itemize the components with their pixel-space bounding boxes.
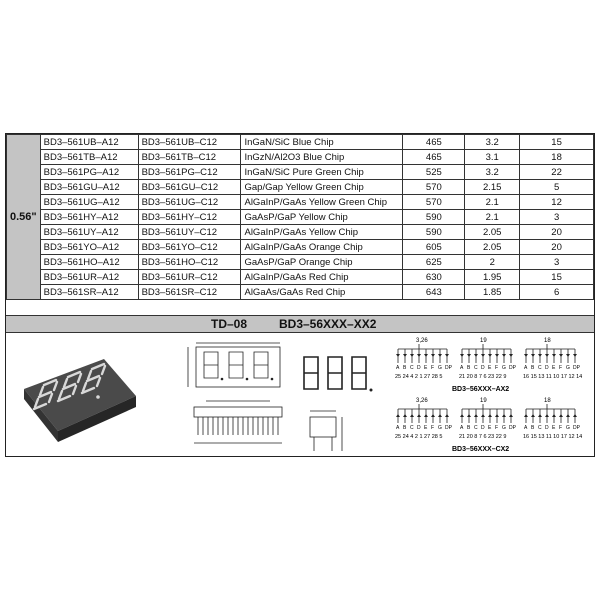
front-view-drawing bbox=[178, 339, 298, 451]
segment-letter: E bbox=[424, 425, 428, 431]
part-anode-cell: BD3–561HO–A12 bbox=[40, 255, 138, 270]
segment-letter: B bbox=[531, 425, 535, 431]
digit-pin-group bbox=[523, 338, 582, 380]
display-photo bbox=[14, 341, 144, 451]
wavelength-cell: 465 bbox=[403, 150, 465, 165]
segment-letter: E bbox=[552, 365, 556, 371]
part-cathode-cell: BD3–561YO–C12 bbox=[138, 240, 241, 255]
part-cathode-cell: BD3–561GU–C12 bbox=[138, 180, 241, 195]
chip-cell: AlGaInP/GaAs Yellow Chip bbox=[241, 225, 403, 240]
common-pin-label: 3,26 bbox=[416, 398, 428, 404]
spec-table bbox=[6, 134, 594, 300]
segment-letter: C bbox=[410, 425, 414, 431]
segment-letter: C bbox=[474, 425, 478, 431]
forward-voltage-cell: 3.2 bbox=[465, 165, 520, 180]
segment-letter: F bbox=[431, 425, 435, 431]
segment-letter: D bbox=[417, 425, 421, 431]
pin-diagram-label: BD3–56XXX–AX2 bbox=[452, 386, 510, 393]
segment-letter: B bbox=[403, 365, 407, 371]
intensity-cell: 20 bbox=[520, 225, 594, 240]
forward-voltage-cell: 1.85 bbox=[465, 285, 520, 300]
part-anode-cell: BD3–561UB–A12 bbox=[40, 135, 138, 150]
segment-letter: F bbox=[495, 365, 499, 371]
wavelength-cell: 590 bbox=[403, 210, 465, 225]
part-anode-cell: BD3–561GU–A12 bbox=[40, 180, 138, 195]
chip-cell: AlGaAs/GaAs Red Chip bbox=[241, 285, 403, 300]
segment-letter: F bbox=[495, 425, 499, 431]
segment-letter: G bbox=[438, 425, 442, 431]
wavelength-cell: 525 bbox=[403, 165, 465, 180]
segment-letter: G bbox=[502, 425, 506, 431]
chip-cell: AlGaInP/GaAs Red Chip bbox=[241, 270, 403, 285]
series-code: BD3–56XXX–XX2 bbox=[279, 317, 377, 331]
segment-letter: DP bbox=[573, 365, 580, 371]
pin-numbers: 25 24 4 2 1 27 28 5 bbox=[395, 434, 443, 440]
segment-letter: A bbox=[524, 425, 528, 431]
part-cathode-cell: BD3–561HO–C12 bbox=[138, 255, 241, 270]
part-cathode-cell: BD3–561SR–C12 bbox=[138, 285, 241, 300]
table-row bbox=[7, 180, 594, 195]
pin-numbers: 21 20 8 7 6 23 22 9 bbox=[459, 374, 507, 380]
segment-letter: DP bbox=[445, 365, 452, 371]
common-pin-label: 18 bbox=[544, 338, 551, 344]
forward-voltage-cell: 3.1 bbox=[465, 150, 520, 165]
chip-cell: GaAsP/GaP Orange Chip bbox=[241, 255, 403, 270]
part-anode-cell: BD3–561HY–A12 bbox=[40, 210, 138, 225]
forward-voltage-cell: 2.15 bbox=[465, 180, 520, 195]
digit-pin-group bbox=[459, 338, 517, 380]
wavelength-cell: 590 bbox=[403, 225, 465, 240]
segment-letter: D bbox=[545, 365, 549, 371]
part-anode-cell: BD3–561PG–A12 bbox=[40, 165, 138, 180]
segment-letter: A bbox=[460, 365, 464, 371]
chip-cell: GaAsP/GaP Yellow Chip bbox=[241, 210, 403, 225]
segment-letter: A bbox=[396, 365, 400, 371]
pin-diagram bbox=[390, 335, 590, 395]
size-label: 0.56" bbox=[7, 135, 41, 300]
segment-letter: C bbox=[410, 365, 414, 371]
segment-letter: G bbox=[502, 365, 506, 371]
segment-letter: A bbox=[396, 425, 400, 431]
table-row bbox=[7, 270, 594, 285]
chip-cell: InGaN/SiC Blue Chip bbox=[241, 135, 403, 150]
forward-voltage-cell: 2 bbox=[465, 255, 520, 270]
segment-letter: DP bbox=[445, 425, 452, 431]
wavelength-cell: 630 bbox=[403, 270, 465, 285]
forward-voltage-cell: 1.95 bbox=[465, 270, 520, 285]
segment-letter: G bbox=[566, 425, 570, 431]
segment-letter: D bbox=[481, 365, 485, 371]
segment-letter: B bbox=[467, 425, 471, 431]
wavelength-cell: 643 bbox=[403, 285, 465, 300]
spec-sheet bbox=[5, 133, 595, 457]
pin-diagram-label: BD3–56XXX–CX2 bbox=[452, 446, 510, 453]
part-cathode-cell: BD3–561TB–C12 bbox=[138, 150, 241, 165]
forward-voltage-cell: 2.1 bbox=[465, 195, 520, 210]
segment-letter: F bbox=[431, 365, 435, 371]
digit-pin-group bbox=[395, 338, 453, 380]
forward-voltage-cell: 2.05 bbox=[465, 240, 520, 255]
pin-numbers: 16 15 13 11 10 17 12 14 bbox=[523, 434, 583, 440]
part-cathode-cell: BD3–561UY–C12 bbox=[138, 225, 241, 240]
part-anode-cell: BD3–561UG–A12 bbox=[40, 195, 138, 210]
table-row bbox=[7, 255, 594, 270]
pin-numbers: 16 15 13 11 10 17 12 14 bbox=[523, 374, 583, 380]
wavelength-cell: 570 bbox=[403, 180, 465, 195]
chip-cell: Gap/Gap Yellow Green Chip bbox=[241, 180, 403, 195]
chip-cell: InGzN/Al2O3 Blue Chip bbox=[241, 150, 403, 165]
part-anode-cell: BD3–561UY–A12 bbox=[40, 225, 138, 240]
wavelength-cell: 465 bbox=[403, 135, 465, 150]
intensity-cell: 5 bbox=[520, 180, 594, 195]
segment-letter: B bbox=[531, 365, 535, 371]
pin-numbers: 25 24 4 2 1 27 28 5 bbox=[395, 374, 443, 380]
segment-letter: C bbox=[474, 365, 478, 371]
intensity-cell: 22 bbox=[520, 165, 594, 180]
table-row bbox=[7, 240, 594, 255]
segment-letter: F bbox=[559, 365, 563, 371]
part-anode-cell: BD3–561SR–A12 bbox=[40, 285, 138, 300]
table-row bbox=[7, 210, 594, 225]
segment-letter: C bbox=[538, 365, 542, 371]
segment-letter: E bbox=[488, 365, 492, 371]
chip-cell: AlGaInP/GaAs Orange Chip bbox=[241, 240, 403, 255]
part-cathode-cell: BD3–561UG–C12 bbox=[138, 195, 241, 210]
intensity-cell: 3 bbox=[520, 255, 594, 270]
side-view-drawing bbox=[296, 407, 356, 467]
segment-letter: G bbox=[438, 365, 442, 371]
segment-letter: E bbox=[424, 365, 428, 371]
segment-letter: B bbox=[467, 365, 471, 371]
drawings-area bbox=[6, 333, 594, 456]
wavelength-cell: 625 bbox=[403, 255, 465, 270]
common-pin-label: 3,26 bbox=[416, 338, 428, 344]
intensity-cell: 20 bbox=[520, 240, 594, 255]
segment-letter: A bbox=[524, 365, 528, 371]
table-row bbox=[7, 225, 594, 240]
wavelength-cell: 605 bbox=[403, 240, 465, 255]
segment-letter: B bbox=[403, 425, 407, 431]
segment-letter: E bbox=[552, 425, 556, 431]
segment-letter: D bbox=[545, 425, 549, 431]
segment-letter: DP bbox=[573, 425, 580, 431]
part-anode-cell: BD3–561UR–A12 bbox=[40, 270, 138, 285]
segment-letter: E bbox=[488, 425, 492, 431]
digit-pin-group bbox=[395, 398, 453, 440]
common-pin-label: 19 bbox=[480, 338, 487, 344]
chip-cell: InGaN/SiC Pure Green Chip bbox=[241, 165, 403, 180]
segment-letter: D bbox=[481, 425, 485, 431]
segment-digits-drawing bbox=[298, 353, 378, 403]
intensity-cell: 3 bbox=[520, 210, 594, 225]
segment-letter: DP bbox=[509, 365, 516, 371]
digit-pin-group bbox=[523, 398, 582, 440]
common-pin-label: 19 bbox=[480, 398, 487, 404]
chip-cell: AlGaInP/GaAs Yellow Green Chip bbox=[241, 195, 403, 210]
intensity-cell: 15 bbox=[520, 270, 594, 285]
forward-voltage-cell: 3.2 bbox=[465, 135, 520, 150]
package-code: TD–08 bbox=[211, 317, 248, 331]
table-row bbox=[7, 195, 594, 210]
part-anode-cell: BD3–561TB–A12 bbox=[40, 150, 138, 165]
segment-letter: A bbox=[460, 425, 464, 431]
table-row bbox=[7, 285, 594, 300]
pin-numbers: 21 20 8 7 6 23 22 9 bbox=[459, 434, 507, 440]
intensity-cell: 15 bbox=[520, 135, 594, 150]
intensity-cell: 12 bbox=[520, 195, 594, 210]
part-cathode-cell: BD3–561PG–C12 bbox=[138, 165, 241, 180]
forward-voltage-cell: 2.1 bbox=[465, 210, 520, 225]
table-row bbox=[7, 165, 594, 180]
table-row bbox=[7, 135, 594, 150]
part-cathode-cell: BD3–561HY–C12 bbox=[138, 210, 241, 225]
table-row bbox=[7, 150, 594, 165]
wavelength-cell: 570 bbox=[403, 195, 465, 210]
segment-letter: D bbox=[417, 365, 421, 371]
part-cathode-cell: BD3–561UR–C12 bbox=[138, 270, 241, 285]
part-cathode-cell: BD3–561UB–C12 bbox=[138, 135, 241, 150]
common-pin-label: 18 bbox=[544, 398, 551, 404]
segment-letter: G bbox=[566, 365, 570, 371]
part-anode-cell: BD3–561YO–A12 bbox=[40, 240, 138, 255]
segment-letter: C bbox=[538, 425, 542, 431]
intensity-cell: 6 bbox=[520, 285, 594, 300]
pin-diagram bbox=[390, 395, 590, 455]
segment-letter: F bbox=[559, 425, 563, 431]
segment-letter: DP bbox=[509, 425, 516, 431]
intensity-cell: 18 bbox=[520, 150, 594, 165]
package-band bbox=[6, 315, 594, 333]
digit-pin-group bbox=[459, 398, 517, 440]
forward-voltage-cell: 2.05 bbox=[465, 225, 520, 240]
